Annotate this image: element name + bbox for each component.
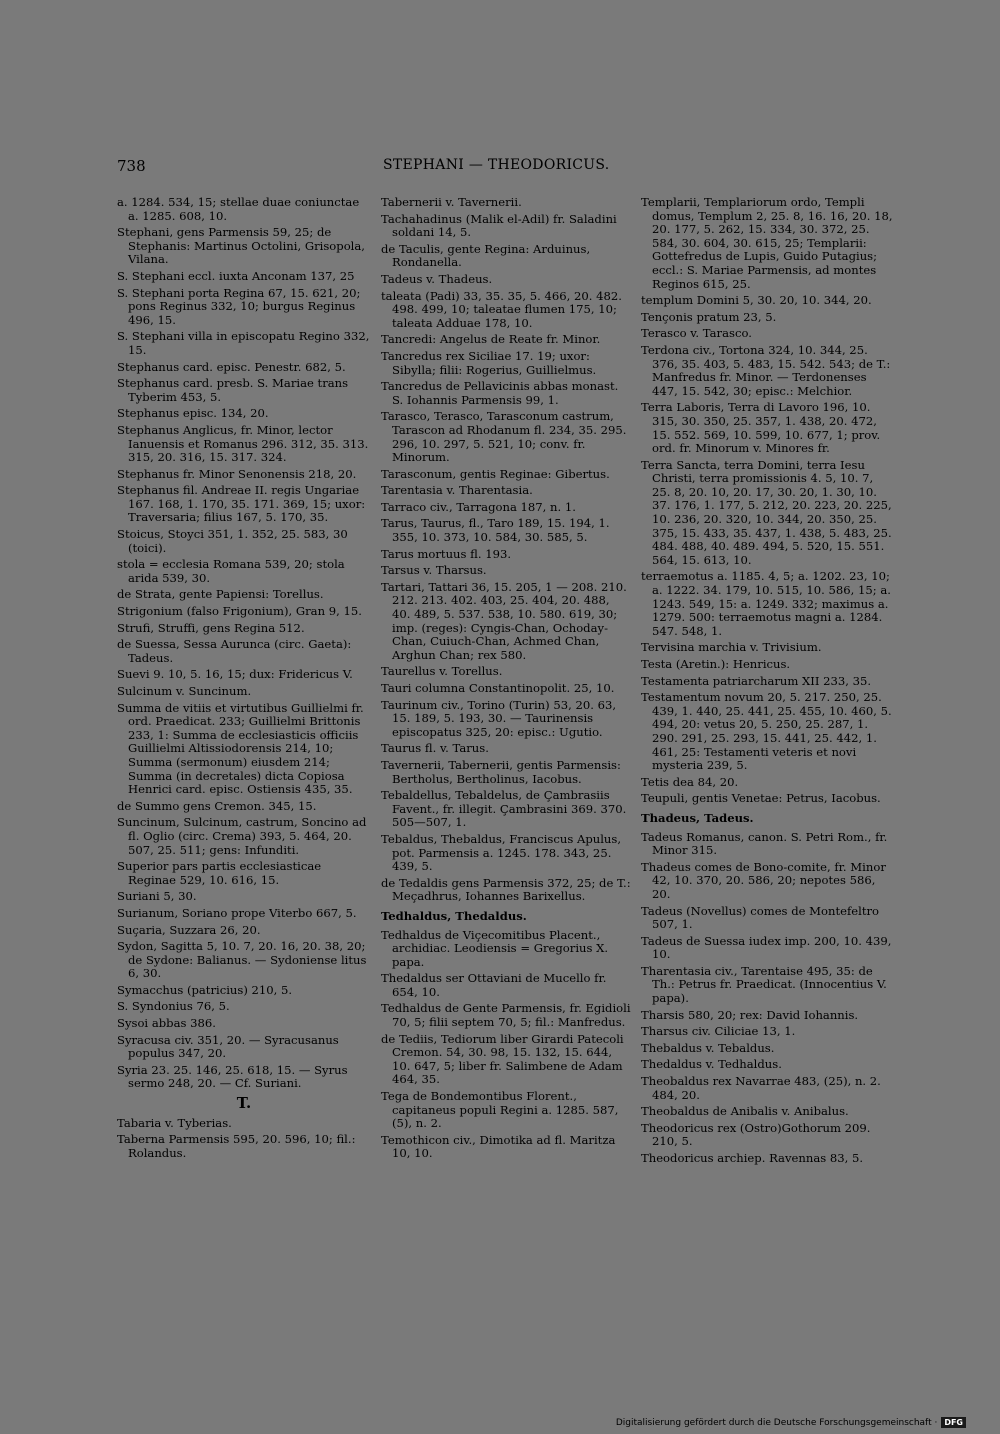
index-entry: Sulcinum v. Suncinum. <box>117 684 252 698</box>
index-entry: Taurellus v. Torellus. <box>381 664 503 679</box>
index-entry: Suncinum, Sulcinum, castrum, Soncino ad fl. Oglio (circ. Crema) 393, 5. 464, 20. 507, 25. 511; gens: Infunditi. <box>117 815 367 857</box>
index-entry: Taurus fl. v. Tarus. <box>381 741 489 756</box>
section-letter: T. <box>236 1094 252 1113</box>
index-entry: Taurinum civ., Torino (Turin) 53, 20. 63, 15. 189, 5. 193, 30. — Taurinensis episcopatus 325, 20: episc.: Ugutio. <box>381 697 617 739</box>
index-entry: Testa (Aretin.): Henricus. <box>641 657 791 671</box>
index-entry: Suevi 9. 10, 5. 16, 15; dux: Fridericus V. <box>117 667 353 682</box>
index-entry: Suriani 5, 30. <box>117 889 197 904</box>
column-rule <box>375 196 376 1266</box>
column-rule <box>636 196 637 1266</box>
index-entry: Surianum, Soriano prope Viterbo 667, 5. <box>117 905 357 920</box>
index-entry: de Strata, gente Papiensi: Torellus. <box>117 587 324 602</box>
index-entry: Tega de Bondemontibus Florent., capitaneus populi Regini a. 1285. 587, (5), n. 2. <box>381 1089 619 1131</box>
index-entry: taleata (Padi) 33, 35. 35, 5. 466, 20. 482. 498. 499, 10; taleatae flumen 175, 10; taleata Adduae 178, 10. <box>381 288 622 330</box>
index-entry: Terra Sancta, terra Domini, terra Iesu Christi, terra promissionis 4. 5, 10. 7, 25. 8, 20. 10, 20. 17, 30. 20, 1. 30, 10. 37. 176, 1. 177, 5. 212, 20. 223, 20. 225, 10. 236, 20. 320, 10. 344, 20. 350, 25. 375, 15. 433, 35. 437, 1. 438, 5. 483, 25. 484. 488, 40. 489. 494, 5. 520, 15. 551. 564, 15. 613, 10. <box>641 457 892 567</box>
index-entry: Strigonium (falso Frigonium), Gran 9, 15. <box>117 604 362 619</box>
index-entry: Tervisina marchia v. Trivisium. <box>641 640 822 655</box>
index-entry: Thadeus comes de Bono-comite, fr. Minor 42, 10. 370, 20. 586, 20; nepotes 586, 20. <box>641 859 886 901</box>
index-entry: Stephani, gens Parmensis 59, 25; de Stephanis: Martinus Octolini, Grisopola, Vilana. <box>117 225 365 267</box>
index-entry: Stoicus, Stoyci 351, 1. 352, 25. 583, 30 (toici). <box>117 527 348 555</box>
entry-list <box>381 929 631 1162</box>
index-entry: Stephanus fr. Minor Senonensis 218, 20. <box>117 466 357 481</box>
index-entry: Syria 23. 25. 146, 25. 618, 15. — Syrus sermo 248, 20. — Cf. Suriani. <box>117 1062 348 1091</box>
index-entry: de Summo gens Cremon. 345, 15. <box>117 798 317 813</box>
index-entry: Tarasconum, gentis Reginae: Gibertus. <box>381 466 610 481</box>
index-column-1 <box>117 196 371 1163</box>
index-entry: S. Stephani eccl. iuxta Anconam 137, 25 <box>117 268 355 283</box>
index-entry: templum Domini 5, 30. 20, 10. 344, 20. <box>641 293 872 308</box>
entry-list <box>641 831 893 1166</box>
index-entry: Stephanus Anglicus, fr. Minor, lector Ianuensis et Romanus 296. 312, 35. 313. 315, 20. 316, 15. 317. 324. <box>117 422 369 465</box>
index-entry: de Tedaldis gens Parmensis 372, 25; de T.: Meçadhrus, Iohannes Barixellus. <box>381 875 631 904</box>
index-entry: Tarraco civ., Tarragona 187, n. 1. <box>381 499 576 514</box>
index-entry: Tharentasia civ., Tarentaise 495, 35: de Th.: Petrus fr. Praedicat. (Innocentius V. papa). <box>641 963 887 1006</box>
index-entry: Tancredus de Pellavicinis abbas monast. S. Iohannis Parmensis 99, 1. <box>381 379 619 407</box>
index-entry: S. Stephani villa in episcopatu Regino 332, 15. <box>117 329 370 357</box>
index-entry: Tancredi: Angelus de Reate fr. Minor. <box>381 332 601 347</box>
index-entry: Tadeus de Suessa iudex imp. 200, 10. 439, 10. <box>641 933 892 962</box>
index-entry: a. 1284. 534, 15; stellae duae coniunctae a. 1285. 608, 10. <box>117 195 360 223</box>
index-entry: Strufi, Struffi, gens Regina 512. <box>117 620 305 635</box>
index-column-2 <box>381 196 631 1164</box>
index-entry: Testamenta patriarcharum XII 233, 35. <box>641 673 872 688</box>
index-entry: Stephanus episc. 134, 20. <box>117 406 269 421</box>
index-entry: Templarii, Templariorum ordo, Templi domus, Templum 2, 25. 8, 16. 16, 20. 18, 20. 177, 5. 262, 15. 334, 30. 372, 25. 584, 30. 604, 30. 615, 25; Templarii: Gottefredus de Lupis, Guido Putagius; eccl.: S. Mariae Parmensis, ad montes Reginos 615, 25. <box>641 195 893 291</box>
index-entry: Tachahadinus (Malik el-Adil) fr. Saladini soldani 14, 5. <box>381 211 617 240</box>
index-entry: Tetis dea 84, 20. <box>641 774 739 789</box>
index-entry: Summa de vitiis et virtutibus Guillielmi fr. ord. Praedicat. 233; Guillielmi Brittonis 233, 1: Summa de ecclesiasticis officiis Guillielmi Altissiodorensis 214, 10; Summa (sermonum) eiusdem 214; Summa (in decretales) dicta Copiosa Henrici card. episc. Ostiensis 435, 35. <box>117 700 364 797</box>
index-entry: Sydon, Sagitta 5, 10. 7, 20. 16, 20. 38, 20; de Sydone: Balianus. — Sydoniense litus 6, 30. <box>117 939 367 981</box>
index-entry: terraemotus a. 1185. 4, 5; a. 1202. 23, 10; a. 1222. 34. 179, 10. 515, 10. 586, 15; a. 1243. 549, 15: a. 1249. 332; maximus a. 1279. 500: terraemotus magni a. 1284. 547. 548, 1. <box>641 569 891 638</box>
index-entry: Tabernerii v. Tavernerii. <box>381 195 522 209</box>
index-column-3 <box>641 196 893 1169</box>
index-entry: Theodoricus archiep. Ravennas 83, 5. <box>641 1151 864 1165</box>
index-entry: Thedaldus ser Ottaviani de Mucello fr. 654, 10. <box>381 971 607 999</box>
entry-list <box>117 1117 371 1161</box>
index-entry: Stephanus card. episc. Penestr. 682, 5. <box>117 359 346 374</box>
index-entry: Tedhaldus de Viçecomitibus Placent., archidiac. Leodiensis = Gregorius X. papa. <box>381 927 609 969</box>
index-entry: de Taculis, gente Regina: Arduinus, Rondanella. <box>381 241 591 270</box>
index-entry: Symacchus (patricius) 210, 5. <box>117 982 293 997</box>
index-entry: Tarus mortuus fl. 193. <box>381 546 512 561</box>
index-entry: Tharsus civ. Ciliciae 13, 1. <box>641 1024 796 1039</box>
index-entry: Terdona civ., Tortona 324, 10. 344, 25. 376, 35. 403, 5. 483, 15. 542. 543; de T.: Manfredus fr. Minor. — Terdonenses 447, 15. 542, 30; episc.: Melchior. <box>641 342 891 398</box>
index-entry: stola = ecclesia Romana 539, 20; stola arida 539, 30. <box>117 557 345 585</box>
index-entry: Tadeus Romanus, canon. S. Petri Rom., fr. Minor 315. <box>641 829 888 858</box>
index-entry: Theobaldus rex Navarrae 483, (25), n. 2. 484, 20. <box>641 1074 881 1102</box>
entry-list <box>117 196 371 1091</box>
index-entry: Theodoricus rex (Ostro)Gothorum 209. 210, 5. <box>641 1120 871 1149</box>
entry-list <box>641 196 893 806</box>
index-entry: Suçaria, Suzzara 26, 20. <box>117 922 261 937</box>
index-entry: Tancredus rex Siciliae 17. 19; uxor: Sibylla; filii: Rogerius, Guillielmus. <box>381 348 597 377</box>
index-entry: Tebaldellus, Tebaldelus, de Çambrasiis Favent., fr. illegit. Çambrasini 369. 370. 505—507, 1. <box>381 788 627 830</box>
index-entry: Superior pars partis ecclesiasticae Reginae 529, 10. 616, 15. <box>117 859 322 887</box>
index-entry: Tarasco, Terasco, Tarasconum castrum, Tarascon ad Rhodanum fl. 234, 35. 295. 296, 10. 297, 5. 521, 10; conv. fr. Minorum. <box>381 409 627 465</box>
index-entry: Tabaria v. Tyberias. <box>117 1115 232 1130</box>
index-entry: S. Syndonius 76, 5. <box>117 999 230 1014</box>
index-entry: de Tediis, Tediorum liber Girardi Patecoli Cremon. 54, 30. 98, 15. 132, 15. 644, 10. 647, 5; liber fr. Salimbene de Adam 464, 35. <box>381 1031 624 1087</box>
index-entry: S. Stephani porta Regina 67, 15. 621, 20; pons Reginus 332, 10; burgus Reginus 496, 15. <box>117 285 361 327</box>
index-entry: Tarus, Taurus, fl., Taro 189, 15. 194, 1. 355, 10. 373, 10. 584, 30. 585, 5. <box>381 516 610 545</box>
index-entry: Tebaldus, Thebaldus, Franciscus Apulus, pot. Parmensis a. 1245. 178. 343, 25. 439, 5. <box>381 831 622 874</box>
index-entry: Tauri columna Constantinopolit. 25, 10. <box>381 681 615 695</box>
index-entry: Tharsis 580, 20; rex: David Iohannis. <box>641 1007 859 1022</box>
index-entry: de Suessa, Sessa Aurunca (circ. Gaeta): Tadeus. <box>117 637 352 665</box>
entry-list <box>381 196 631 904</box>
index-entry: Teupuli, gentis Venetae: Petrus, Iacobus. <box>641 791 881 806</box>
index-entry: Testamentum novum 20, 5. 217. 250, 25. 439, 1. 440, 25. 441, 25. 455, 10. 460, 5. 494, 20: vetus 20, 5. 250, 25. 287, 1. 290. 291, 25. 293, 15. 441, 25. 442, 1. 461, 25: Testamenti veteris et novi mysteria 239, 5. <box>641 690 892 773</box>
index-entry: Stephanus fil. Andreae II. regis Ungariae 167. 168, 1. 170, 35. 171. 369, 15; uxor: Traversaria; filius 167, 5. 170, 35. <box>117 483 366 525</box>
index-entry: Tedhaldus de Gente Parmensis, fr. Egidioli 70, 5; filii septem 70, 5; fil.: Manfredus. <box>381 1001 631 1030</box>
index-entry: Theobaldus de Anibalis v. Anibalus. <box>641 1104 849 1119</box>
index-entry: Tavernerii, Tabernerii, gentis Parmensis: Bertholus, Bertholinus, Iacobus. <box>381 757 621 786</box>
dfg-logo: DFG <box>941 1417 966 1428</box>
index-entry: Thebaldus v. Tebaldus. <box>641 1040 775 1055</box>
index-entry: Tadeus v. Thadeus. <box>381 271 493 286</box>
running-head: STEPHANI — THEODORICUS. <box>383 157 610 173</box>
credit-text: Digitalisierung gefördert durch die Deutsche Forschungsgemeinschaft · <box>615 1417 938 1428</box>
digitization-credit <box>616 1417 966 1428</box>
index-entry: Stephanus card. presb. S. Mariae trans Tyberim 453, 5. <box>117 376 349 404</box>
index-entry: Temothicon civ., Dimotika ad fl. Maritza 10, 10. <box>381 1132 616 1161</box>
index-entry: Terra Laboris, Terra di Lavoro 196, 10. 315, 30. 350, 25. 357, 1. 438, 20. 472, 15. 552. 569, 10. 599, 10. 677, 1; prov. ord. fr. Minorum v. Minores fr. <box>641 400 881 456</box>
index-entry: Taberna Parmensis 595, 20. 596, 10; fil.: Rolandus. <box>117 1132 356 1160</box>
page-header <box>117 157 627 181</box>
index-entry: Syracusa civ. 351, 20. — Syracusanus populus 347, 20. <box>117 1032 339 1061</box>
index-entry: Tençonis pratum 23, 5. <box>641 309 777 324</box>
subsection-heading: Thadeus, Tadeus. <box>641 810 754 825</box>
index-entry: Tarsus v. Tharsus. <box>381 563 487 578</box>
subsection-heading: Tedhaldus, Thedaldus. <box>381 908 527 923</box>
index-entry: Terasco v. Tarasco. <box>641 326 752 341</box>
index-entry: Thedaldus v. Tedhaldus. <box>641 1057 782 1072</box>
index-entry: Sysoi abbas 386. <box>117 1016 216 1031</box>
page-number: 738 <box>117 157 146 175</box>
index-entry: Tartari, Tattari 36, 15. 205, 1 — 208. 210. 212. 213. 402. 403, 25. 404, 20. 488, 40. 489, 5. 537. 538, 10. 580. 619, 30; imp. (reges): Cyngis-Chan, Ochoday-Chan, Cuiuch-Chan, Achmed Chan, Arghun Chan; rex 580. <box>381 579 627 662</box>
index-entry: Tadeus (Novellus) comes de Montefeltro 507, 1. <box>641 903 880 932</box>
index-entry: Tarentasia v. Tharentasia. <box>381 483 533 498</box>
